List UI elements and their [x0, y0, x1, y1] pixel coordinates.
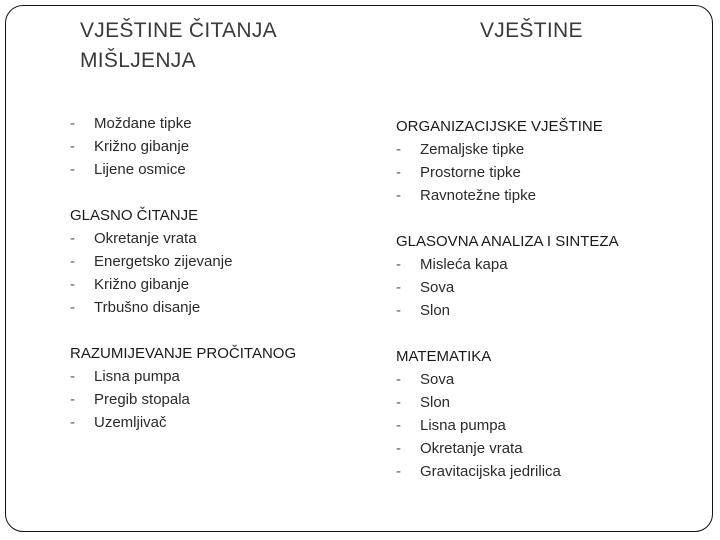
list-item — [396, 391, 561, 414]
section-heading: ORGANIZACIJSKE VJEŠTINE — [396, 118, 603, 135]
bullet-dash: - — [396, 463, 401, 480]
list-item-label: Okretanje vrata — [420, 440, 523, 457]
bullet-dash: - — [396, 394, 401, 411]
list-item-label: Zemaljske tipke — [420, 141, 525, 158]
section-heading: RAZUMIJEVANJE PROČITANOG — [70, 345, 297, 362]
list-item-label: Lijene osmice — [94, 161, 186, 178]
bullet-dash: - — [396, 279, 401, 296]
list-item-label: Lisna pumpa — [420, 417, 506, 434]
bullet-dash: - — [70, 230, 75, 247]
bullet-dash: - — [396, 302, 401, 319]
list-item — [396, 138, 603, 161]
section-matematika — [396, 345, 561, 483]
list-item — [70, 227, 232, 250]
list-item-label: Moždane tipke — [94, 115, 192, 132]
list-item-label: Križno gibanje — [94, 276, 190, 293]
list-item — [70, 411, 296, 434]
list-item — [70, 158, 192, 181]
list-item-label: Lisna pumpa — [94, 368, 180, 385]
bullet-dash: - — [70, 253, 75, 270]
bullet-dash: - — [70, 161, 75, 178]
list-item-label: Pregib stopala — [94, 391, 190, 408]
list-item — [70, 365, 296, 388]
list-item — [396, 460, 561, 483]
list-item — [70, 135, 192, 158]
bullet-dash: - — [70, 299, 75, 316]
left-intro-list — [70, 112, 192, 181]
bullet-dash: - — [396, 371, 401, 388]
section-organizacijske — [396, 115, 603, 207]
list-item — [70, 250, 232, 273]
bullet-dash: - — [70, 391, 75, 408]
list-item-label: Misleća kapa — [420, 256, 508, 273]
list-item — [70, 296, 232, 319]
list-item-label: Križno gibanje — [94, 138, 190, 155]
list-item — [70, 273, 232, 296]
section-heading: MATEMATIKA — [396, 348, 492, 365]
bullet-dash: - — [70, 138, 75, 155]
bullet-dash: - — [396, 256, 401, 273]
list-item-label: Okretanje vrata — [94, 230, 197, 247]
list-item — [396, 276, 619, 299]
title-left: VJEŠTINE ČITANJA MIŠLJENJA — [80, 19, 276, 72]
list-item — [396, 368, 561, 391]
list-item — [396, 253, 619, 276]
bullet-dash: - — [396, 164, 401, 181]
section-heading: GLASOVNA ANALIZA I SINTEZA — [396, 233, 619, 250]
bullet-dash: - — [70, 414, 75, 431]
list-item-label: Slon — [420, 394, 451, 411]
list-item-label: Sova — [420, 371, 455, 388]
title-right: VJEŠTINE — [480, 19, 583, 42]
bullet-dash: - — [396, 141, 401, 158]
list-item — [396, 161, 603, 184]
list-item-label: Trbušno disanje — [94, 299, 201, 316]
list-item — [396, 299, 619, 322]
list-item — [396, 437, 561, 460]
bullet-dash: - — [396, 417, 401, 434]
list-item — [70, 112, 192, 135]
list-item-label: Ravnotežne tipke — [420, 187, 536, 204]
list-item-label: Gravitacijska jedrilica — [420, 463, 561, 480]
list-item-label: Energetsko zijevanje — [94, 253, 233, 270]
bullet-dash: - — [70, 276, 75, 293]
bullet-dash: - — [70, 368, 75, 385]
list-item-label: Slon — [420, 302, 451, 319]
list-item — [396, 184, 603, 207]
section-heading: GLASNO ČITANJE — [70, 207, 199, 224]
list-item — [396, 414, 561, 437]
list-item — [70, 388, 296, 411]
bullet-dash: - — [396, 187, 401, 204]
bullet-dash: - — [396, 440, 401, 457]
section-glasovna-analiza — [396, 230, 619, 322]
list-item-label: Sova — [420, 279, 455, 296]
list-item-label: Prostorne tipke — [420, 164, 521, 181]
section-razumijevanje — [70, 342, 296, 434]
bullet-dash: - — [70, 115, 75, 132]
section-glasno-citanje — [70, 204, 232, 319]
list-item-label: Uzemljivač — [94, 414, 167, 431]
